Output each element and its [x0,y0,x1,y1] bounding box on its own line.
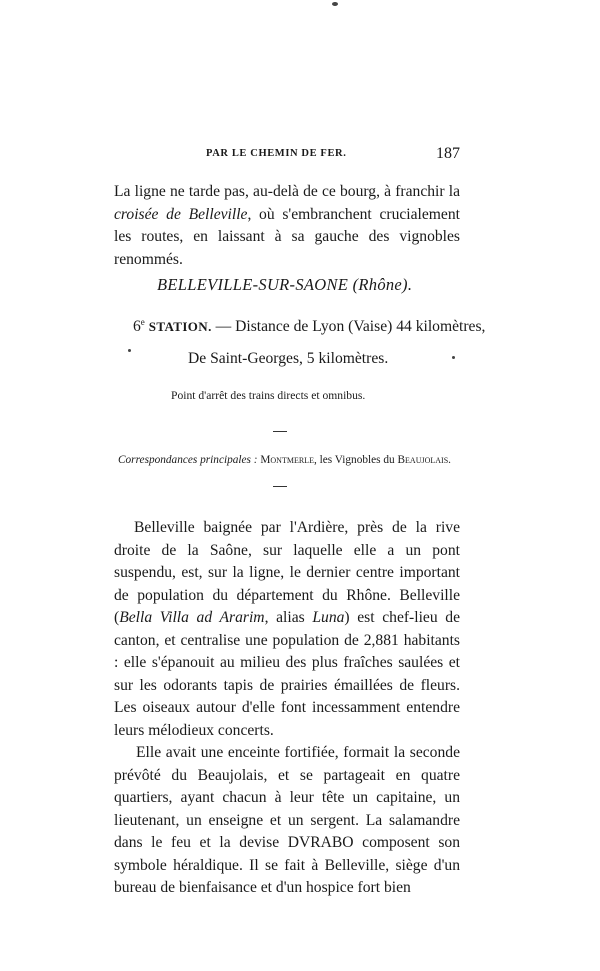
body-paragraph [114,517,460,742]
correspondences-mid: , les Vignobles du [313,454,398,466]
print-speck [128,349,131,352]
correspondence-montmerle: Montmerle [260,454,314,466]
distance-saint-georges: De Saint-Georges, 5 kilomètres. [188,350,389,367]
intro-paragraph [114,181,460,271]
section-heading [157,275,457,295]
station-line [133,317,485,336]
station-number-suffix: e [140,317,145,327]
print-speck [452,356,455,359]
station-distance: — Distance de Lyon (Vaise) 44 kilomètres, [211,318,486,336]
heading-region: (Rhône). [352,275,413,294]
body-text-run: ) est chef-lieu de canton, et centralise une population de 2,881 habitants : elle s'épanouit au milieu des plus fraîches saulées et sur les odorants tapis de prairies émaillées de fleurs. Les oiseaux autour d'elle font incessamment entendre leurs mélodieux concerts. [114,609,460,739]
correspondences-label: Correspondances principales : [118,454,258,466]
divider-rule [273,431,287,432]
intro-text-1: La ligne ne tarde pas, au-delà de ce bourg, à franchir la [114,183,460,200]
alias-name: Luna [312,609,345,626]
print-speck [332,2,338,6]
station-label: STATION. [148,319,212,335]
latin-name: Bella Villa ad Ararim [119,609,265,626]
correspondences-line [118,454,451,466]
divider-rule [273,486,287,487]
page-number: 187 [436,145,460,162]
running-title: PAR LE CHEMIN DE FER. [206,148,347,159]
stop-note: Point d'arrêt des trains directs et omnibus. [171,389,366,402]
body-text-run: , alias [264,609,313,626]
station-number: 6 [133,318,141,336]
body-paragraph: Elle avait une enceinte fortifiée, formait la seconde prévôté du Beaujolais, et se partageait en quatre quartiers, ayant chacun à leur tête un capitaine, un lieutenant, un enseigne et un sergent. La salamandre dans le feu et la devise DVRABO composent son symbole héraldique. Il se fait à Belleville, siège d'un bureau de bienfaisance et d'un hospice fort bien [114,744,460,896]
body-text [114,517,460,900]
intro-text-2: , où s'embranchent crucialement les routes, en laissant à sa gauche des vignobles renommés. [114,205,460,268]
body-text-run: Belleville baignée par l'Ardière, près de la rive droite de la Saône, sur laquelle elle a un pont suspendu, est, sur la ligne, le dernier centre important de population du département du Rhône. Belleville ( [114,519,460,626]
heading-title: BELLEVILLE-SUR-SAONE [157,275,349,294]
correspondence-beaujolais: Beaujolais. [397,454,451,466]
intro-italic: croisée de Belleville [114,205,248,223]
